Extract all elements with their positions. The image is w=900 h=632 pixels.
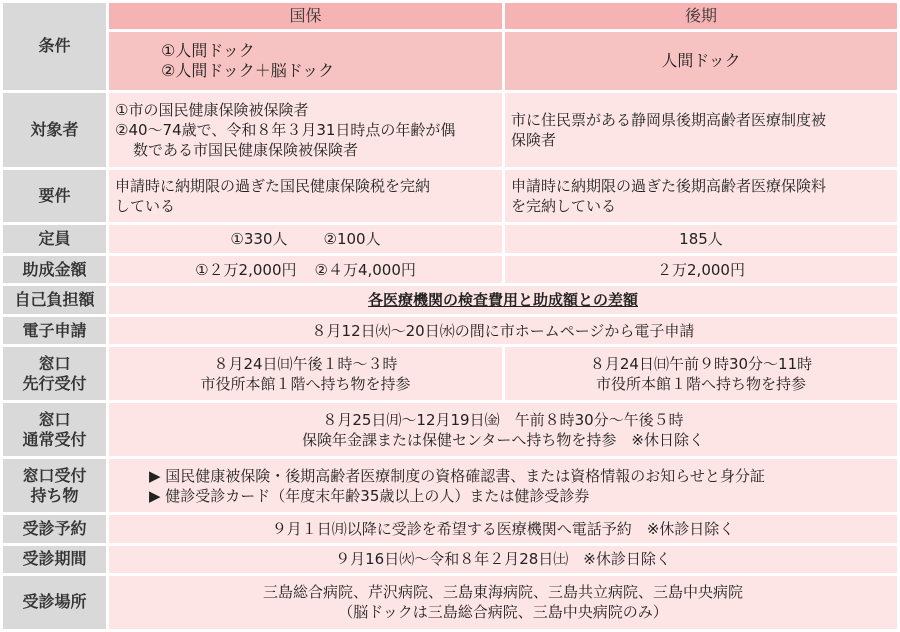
e-apply-value: ８月12日㈫～20日㈬の間に市ホームページから電子申請 (109, 317, 897, 344)
kokuho-dock-1: ①人間ドック (161, 40, 255, 60)
kouki-column-header: 後期 (505, 3, 897, 29)
conditions-header: 条件 (3, 3, 106, 90)
subsidy-kokuho: ①２万2,000円 ②４万4,000円 (109, 256, 502, 283)
kouki-dock-type: 人間ドック (505, 32, 897, 89)
window-normal-value: ８月25日㈪～12月19日㈮ 午前８時30分～午後５時 保険年金課または保健センターへ持ち物を持参 ※休日除く (109, 403, 897, 456)
e-apply-label: 電子申請 (3, 317, 106, 344)
period-label: 受診期間 (3, 546, 106, 573)
kokuho-dock-2: ②人間ドック＋脳ドック (161, 60, 335, 80)
subsidy-kouki: ２万2,000円 (505, 256, 897, 283)
target-kouki: 市に住民票がある静岡県後期高齢者医療制度被 保険者 (505, 93, 897, 167)
capacity-label: 定員 (3, 225, 106, 252)
items-label: 窓口受付 持ち物 (3, 459, 106, 512)
self-pay-label: 自己負担額 (3, 286, 106, 313)
self-pay-value: 各医療機関の検査費用と助成額との差額 (109, 286, 897, 313)
place-value: 三島総合病院、芹沢病院、三島東海病院、三島共立病院、三島中央病院 （脳ドックは三島総合病院、三島中央病院のみ） (109, 576, 897, 629)
requirement-kouki: 申請時に納期限の過ぎた後期高齢者医療保険料 を完納している (505, 170, 897, 223)
place-label: 受診場所 (3, 576, 106, 629)
requirement-kokuho: 申請時に納期限の過ぎた国民健康保険税を完納 している (109, 170, 502, 223)
window-early-kokuho: ８月24日㈰午後１時～３時 市役所本館１階へ持ち物を持参 (109, 347, 502, 400)
items-list-item: ▶ 国民健康被保険・後期高齢者医療制度の資格確認書、または資格情報のお知らせと身分証 (149, 466, 765, 485)
kokuho-dock-types (109, 32, 502, 89)
capacity-kokuho: ①330人 ②100人 (109, 225, 502, 252)
period-value: ９月16日㈫～令和８年２月28日㈯ ※休診日除く (109, 546, 897, 573)
target-kokuho: ①市の国民健康保険被保険者 ②40～74歳で、令和８年３月31日時点の年齢が偶 数である市国民健康保険被保険者 (109, 93, 502, 167)
target-label: 対象者 (3, 93, 106, 167)
kokuho-column-header: 国保 (109, 3, 502, 29)
window-normal-label: 窓口 通常受付 (3, 403, 106, 456)
items-list-item: ▶ 健診受診カード（年度末年齢35歳以上の人）または健診受診券 (149, 486, 590, 505)
subsidy-label: 助成金額 (3, 256, 106, 283)
reservation-value: ９月１日㈪以降に受診を希望する医療機関へ電話予約 ※休診日除く (109, 515, 897, 542)
window-early-kouki: ８月24日㈰午前９時30分～11時 市役所本館１階へ持ち物を持参 (505, 347, 897, 400)
window-early-label: 窓口 先行受付 (3, 347, 106, 400)
reservation-label: 受診予約 (3, 515, 106, 542)
items-value (109, 459, 897, 512)
requirement-label: 要件 (3, 170, 106, 223)
capacity-kouki: 185人 (505, 225, 897, 252)
